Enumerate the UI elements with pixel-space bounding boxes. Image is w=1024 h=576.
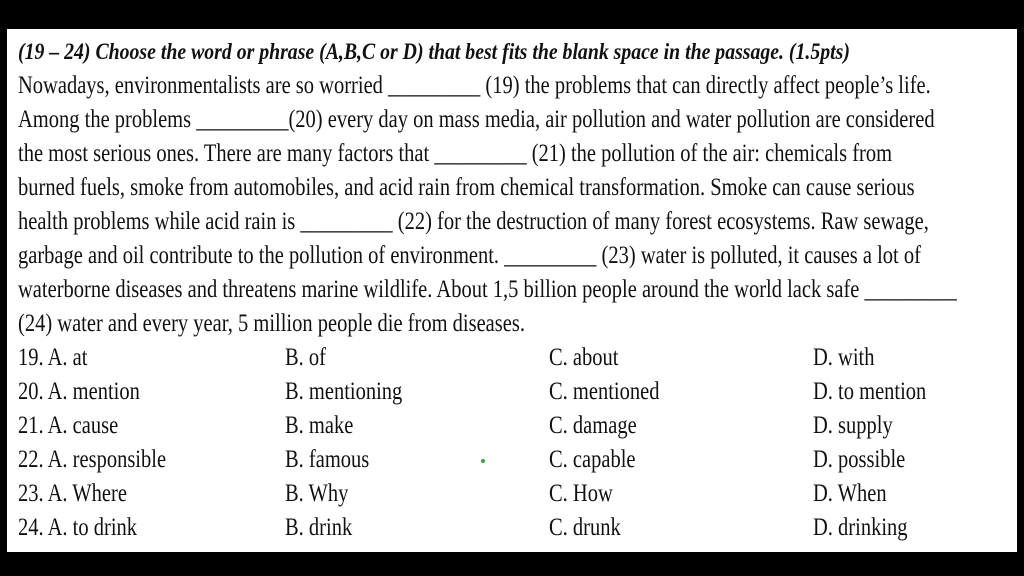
option-22-c: C. capable xyxy=(549,446,636,473)
passage-line: (24) water and every year, 5 million people die from diseases. xyxy=(18,310,525,337)
option-23-a: 23. A. Where xyxy=(18,480,127,507)
options-grid xyxy=(18,341,1013,545)
option-24-a: 24. A. to drink xyxy=(18,514,138,541)
option-20-b: B. mentioning xyxy=(285,378,403,405)
option-22-b: B. famous xyxy=(285,446,370,473)
option-20-a: 20. A. mention xyxy=(18,378,140,405)
options-row-20 xyxy=(18,375,1013,409)
option-21-c: C. damage xyxy=(549,412,637,439)
option-24-d: D. drinking xyxy=(813,514,908,541)
option-20-d: D. to mention xyxy=(813,378,927,405)
passage-line: Among the problems _________(20) every day on mass media, air pollution and water pollution are considered xyxy=(18,106,935,133)
passage-line: waterborne diseases and threatens marine wildlife. About 1,5 billion people around the world lack safe _________ xyxy=(18,276,957,303)
option-22-d: D. possible xyxy=(813,446,906,473)
option-20-c: C. mentioned xyxy=(549,378,660,405)
passage-line: burned fuels, smoke from automobiles, and acid rain from chemical transformation. Smoke can cause serious xyxy=(18,174,915,201)
passage-line: the most serious ones. There are many factors that _________ (21) the pollution of the air: chemicals from xyxy=(18,140,893,167)
option-19-a: 19. A. at xyxy=(18,344,88,371)
passage-line: health problems while acid rain is _________ (22) for the destruction of many forest ecosystems. Raw sewage, xyxy=(18,208,929,235)
option-21-b: B. make xyxy=(285,412,354,439)
option-23-d: D. When xyxy=(813,480,887,507)
option-21-a: 21. A. cause xyxy=(18,412,119,439)
options-row-22 xyxy=(18,443,1013,477)
passage xyxy=(18,69,1013,341)
slide-page xyxy=(7,29,1017,552)
option-19-b: B. of xyxy=(285,344,326,371)
option-19-c: C. about xyxy=(549,344,619,371)
pointer-dot xyxy=(481,459,485,463)
option-21-d: D. supply xyxy=(813,412,893,439)
passage-line: garbage and oil contribute to the pollution of environment. _________ (23) water is polluted, it causes a lot of xyxy=(18,242,921,269)
option-23-c: C. How xyxy=(549,480,613,507)
options-row-23 xyxy=(18,477,1013,511)
option-24-c: C. drunk xyxy=(549,514,621,541)
option-24-b: B. drink xyxy=(285,514,353,541)
option-22-a: 22. A. responsible xyxy=(18,446,167,473)
option-23-b: B. Why xyxy=(285,480,349,507)
option-19-d: D. with xyxy=(813,344,875,371)
options-row-21 xyxy=(18,409,1013,443)
options-row-19 xyxy=(18,341,1013,375)
options-row-24 xyxy=(18,511,1013,545)
exercise-heading: (19 – 24) Choose the word or phrase (A,B,C or D) that best fits the blank space in the passage. (1.5pts) xyxy=(18,39,850,64)
passage-line: Nowadays, environmentalists are so worried _________ (19) the problems that can directly affect people’s life. xyxy=(18,72,931,99)
exercise-content xyxy=(18,35,1013,545)
